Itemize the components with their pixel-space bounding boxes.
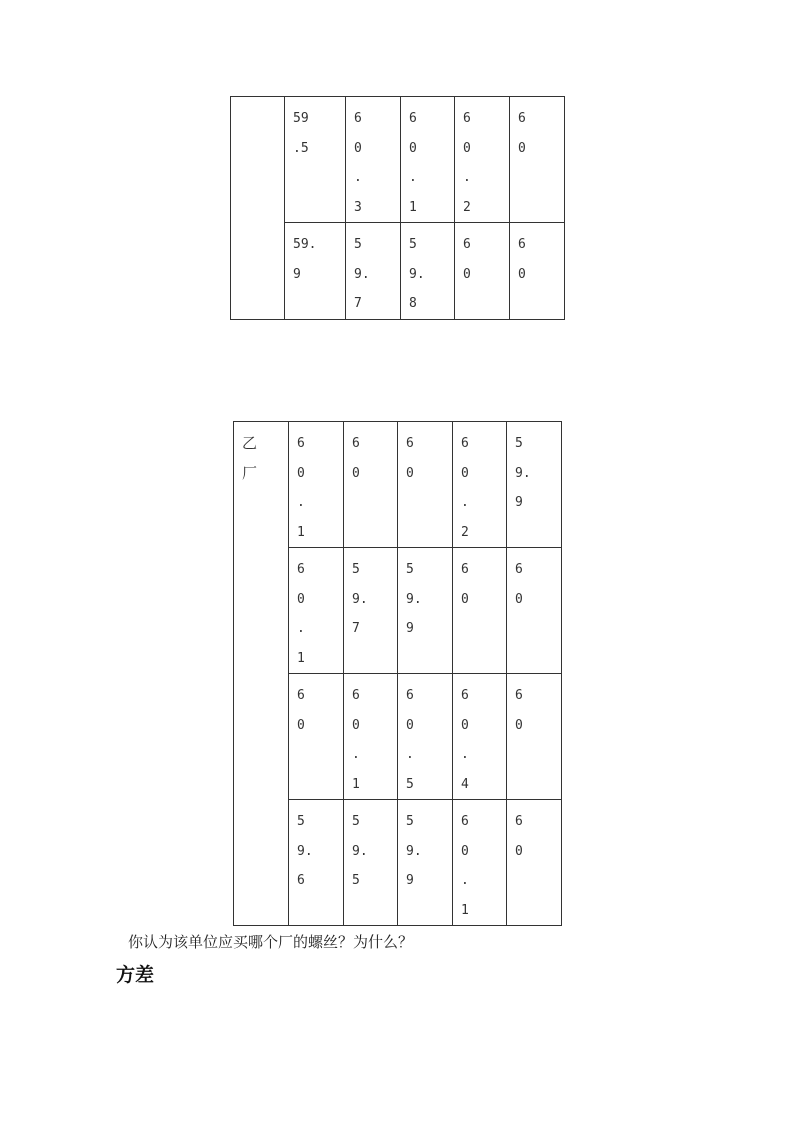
table-cell	[453, 674, 507, 800]
cell-value: 5 9. 6	[297, 814, 313, 888]
table-cell	[289, 548, 344, 674]
table1-label	[231, 97, 284, 104]
table-cell	[285, 223, 346, 320]
table-cell	[289, 674, 344, 800]
cell-value: 6 0	[352, 436, 360, 481]
table-cell	[453, 422, 507, 548]
cell-value: 6 0 . 1	[461, 814, 469, 918]
table-cell	[346, 97, 401, 223]
cell-value: 5 9. 9	[515, 436, 531, 510]
cell-value: 6 0 . 1	[297, 436, 305, 540]
data-table-1	[230, 96, 565, 320]
cell-value: 6 0	[518, 237, 526, 282]
cell-value: 6 0	[297, 688, 305, 733]
cell-value: 6 0 . 2	[463, 111, 471, 215]
table2-label-cell	[234, 422, 289, 926]
table-cell	[510, 223, 565, 320]
table-cell	[401, 97, 455, 223]
cell-value: 6 0	[515, 562, 523, 607]
table-cell	[453, 800, 507, 926]
cell-value: 5 9. 8	[409, 237, 425, 311]
table-cell	[289, 422, 344, 548]
cell-value: 6 0	[515, 814, 523, 859]
table-cell	[507, 422, 562, 548]
cell-value: 6 0 . 3	[354, 111, 362, 215]
cell-value: 59 .5	[293, 111, 309, 156]
cell-value: 59. 9	[293, 237, 317, 282]
cell-value: 6 0	[463, 237, 471, 282]
cell-value: 6 0	[515, 688, 523, 733]
table-cell	[398, 674, 453, 800]
table-cell	[344, 674, 398, 800]
table-cell	[510, 97, 565, 223]
cell-value: 5 9. 9	[406, 562, 422, 636]
cell-value: 5 9. 7	[354, 237, 370, 311]
cell-value: 6 0 . 1	[297, 562, 305, 666]
table1-label-cell	[231, 97, 285, 320]
cell-value: 6 0 . 4	[461, 688, 469, 792]
cell-value: 6 0 . 2	[461, 436, 469, 540]
table-cell	[346, 223, 401, 320]
table-cell	[507, 548, 562, 674]
cell-value: 5 9. 5	[352, 814, 368, 888]
cell-value: 5 9. 7	[352, 562, 368, 636]
table-cell	[344, 422, 398, 548]
cell-value: 6 0	[406, 436, 414, 481]
cell-value: 6 0	[461, 562, 469, 607]
cell-value: 6 0 . 1	[352, 688, 360, 792]
table-cell	[507, 800, 562, 926]
section-heading: 方差	[116, 964, 155, 986]
table-cell	[455, 223, 510, 320]
table-cell	[398, 548, 453, 674]
table-cell	[401, 223, 455, 320]
data-table-2	[233, 421, 562, 926]
cell-value: 6 0	[518, 111, 526, 156]
cell-value: 5 9. 9	[406, 814, 422, 888]
table-cell	[453, 548, 507, 674]
question-text: 你认为该单位应买哪个厂的螺丝？为什么？	[128, 933, 414, 951]
table-cell	[289, 800, 344, 926]
table-cell	[507, 674, 562, 800]
table-cell	[285, 97, 346, 223]
table-cell	[455, 97, 510, 223]
cell-value: 6 0 . 1	[409, 111, 417, 215]
table-cell	[398, 422, 453, 548]
table-cell	[344, 800, 398, 926]
cell-value: 6 0 . 5	[406, 688, 414, 792]
table-cell	[344, 548, 398, 674]
table-cell	[398, 800, 453, 926]
factory-label: 乙 厂	[242, 434, 258, 482]
